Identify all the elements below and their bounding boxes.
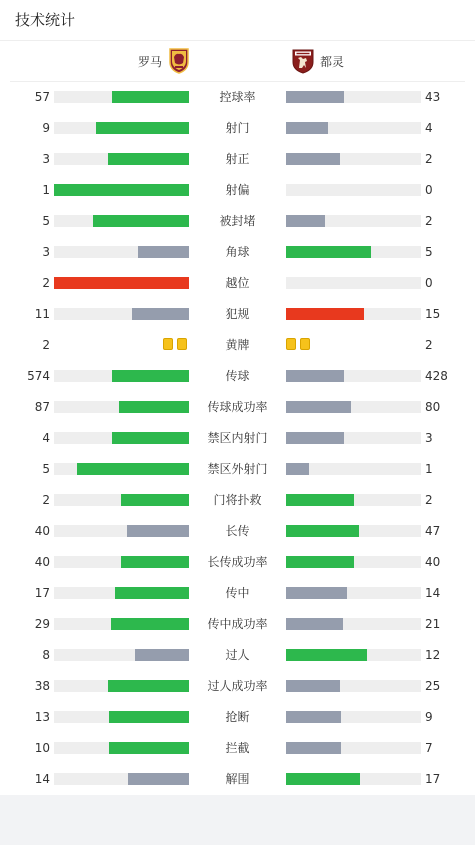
home-stat-bar — [121, 494, 189, 506]
away-stat-bar — [286, 215, 325, 227]
away-stat-value: 7 — [425, 741, 433, 755]
stat-row[interactable] — [0, 485, 475, 516]
stat-label: 传球成功率 — [207, 400, 268, 414]
home-team-name: 罗马 — [138, 54, 163, 69]
home-stat-bar-track — [54, 153, 189, 165]
home-stat-bar-track — [54, 742, 189, 754]
away-stat-bar-track — [286, 587, 421, 599]
home-stat-value: 40 — [34, 555, 50, 569]
home-stat-value: 574 — [27, 369, 50, 383]
away-stat-bar-track — [286, 184, 421, 196]
stat-label: 控球率 — [219, 90, 256, 104]
stat-label: 长传成功率 — [207, 555, 268, 569]
stat-row[interactable] — [0, 609, 475, 640]
stat-row[interactable] — [0, 640, 475, 671]
home-stat-bar — [109, 742, 189, 754]
home-stat-bar — [108, 680, 189, 692]
home-yellow-cards — [163, 338, 191, 352]
away-stat-value: 0 — [425, 183, 433, 197]
away-stat-value: 14 — [425, 586, 441, 600]
away-stat-bar-track — [286, 494, 421, 506]
away-stat-bar-track — [286, 153, 421, 165]
home-stat-bar — [112, 91, 189, 103]
home-stat-bar-track — [54, 463, 189, 475]
stat-row[interactable] — [0, 702, 475, 733]
home-stat-bar-track — [54, 587, 189, 599]
stat-label: 长传 — [225, 524, 250, 538]
home-stat-value: 3 — [42, 245, 50, 259]
away-stat-bar — [286, 91, 344, 103]
home-stat-bar — [109, 711, 189, 723]
stat-label: 抢断 — [225, 710, 250, 724]
away-stat-value: 12 — [425, 648, 441, 662]
stat-label: 犯规 — [225, 307, 250, 321]
home-stat-value: 2 — [42, 493, 50, 507]
away-stat-bar-track — [286, 773, 421, 785]
stat-row[interactable] — [0, 454, 475, 485]
home-stat-bar — [127, 525, 189, 537]
stat-row[interactable] — [0, 82, 475, 113]
home-stat-bar-track — [54, 649, 189, 661]
stat-row[interactable] — [0, 733, 475, 764]
title-divider — [0, 40, 475, 41]
away-stat-value: 2 — [425, 152, 433, 166]
away-stat-bar-track — [286, 618, 421, 630]
away-stat-value: 21 — [425, 617, 441, 631]
home-stat-value: 11 — [34, 307, 50, 321]
stat-label: 传中成功率 — [207, 617, 268, 631]
stat-row[interactable] — [0, 671, 475, 702]
away-stat-bar-track — [286, 742, 421, 754]
home-stat-value: 29 — [34, 617, 50, 631]
home-stat-value: 3 — [42, 152, 50, 166]
as-roma-crest-icon — [169, 48, 189, 74]
home-stat-value: 14 — [34, 772, 50, 786]
stat-row[interactable] — [0, 206, 475, 237]
yellow-card-icon — [286, 338, 296, 350]
away-stat-value: 5 — [425, 245, 433, 259]
home-stat-bar — [128, 773, 189, 785]
home-stat-value: 8 — [42, 648, 50, 662]
away-stat-bar-track — [286, 122, 421, 134]
home-stat-bar — [54, 277, 189, 289]
away-stat-value: 17 — [425, 772, 441, 786]
away-stat-bar-track — [286, 556, 421, 568]
away-stat-value: 15 — [425, 307, 441, 321]
away-stat-value: 2 — [425, 214, 433, 228]
stat-row[interactable] — [0, 299, 475, 330]
away-stat-value: 428 — [425, 369, 448, 383]
stat-label: 角球 — [225, 245, 250, 259]
away-stat-bar-track — [286, 277, 421, 289]
home-stat-bar — [135, 649, 189, 661]
away-stat-bar — [286, 153, 340, 165]
away-stat-bar — [286, 370, 344, 382]
stat-label: 过人成功率 — [207, 679, 268, 693]
stat-row[interactable] — [0, 423, 475, 454]
away-stat-bar — [286, 432, 344, 444]
stat-label: 拦截 — [225, 741, 250, 755]
home-stat-bar — [96, 122, 189, 134]
stat-label: 禁区外射门 — [207, 462, 268, 476]
stat-label: 越位 — [225, 276, 250, 290]
home-stat-bar-track — [54, 494, 189, 506]
home-stat-bar — [112, 432, 189, 444]
away-stat-bar-track — [286, 215, 421, 227]
stat-label: 被封堵 — [219, 214, 256, 228]
home-stat-value: 13 — [34, 710, 50, 724]
away-stat-bar-track — [286, 246, 421, 258]
away-team-name: 都灵 — [320, 54, 345, 69]
home-stat-bar — [112, 370, 189, 382]
away-stat-bar — [286, 649, 367, 661]
yellow-card-icon — [177, 338, 187, 350]
stat-row[interactable] — [0, 237, 475, 268]
away-stat-bar-track — [286, 463, 421, 475]
away-stat-bar — [286, 556, 354, 568]
stats-list — [0, 82, 475, 795]
away-stat-bar — [286, 525, 359, 537]
home-stat-bar-track — [54, 680, 189, 692]
away-stat-value: 43 — [425, 90, 441, 104]
home-stat-bar — [77, 463, 189, 475]
away-stat-bar — [286, 401, 351, 413]
away-stat-value: 0 — [425, 276, 433, 290]
away-stat-bar — [286, 494, 354, 506]
stat-row[interactable] — [0, 144, 475, 175]
home-stat-value: 2 — [42, 338, 50, 352]
stat-row[interactable] — [0, 330, 475, 361]
away-stat-bar — [286, 122, 328, 134]
stat-row[interactable] — [0, 113, 475, 144]
away-stat-value: 4 — [425, 121, 433, 135]
stat-row[interactable] — [0, 547, 475, 578]
stat-label: 解围 — [225, 772, 250, 786]
stat-label: 射正 — [225, 152, 250, 166]
away-stat-value: 9 — [425, 710, 433, 724]
yellow-card-icon — [163, 338, 173, 350]
torino-crest-icon — [292, 48, 314, 74]
home-stat-bar-track — [54, 122, 189, 134]
away-stat-value: 2 — [425, 338, 433, 352]
away-stat-bar-track — [286, 680, 421, 692]
home-stat-bar-track — [54, 401, 189, 413]
home-stat-bar-track — [54, 370, 189, 382]
home-stat-bar — [108, 153, 189, 165]
stat-row[interactable] — [0, 175, 475, 206]
home-stat-bar — [138, 246, 189, 258]
home-stat-value: 87 — [34, 400, 50, 414]
home-stat-bar-track — [54, 308, 189, 320]
away-stat-bar — [286, 246, 371, 258]
stat-row[interactable] — [0, 392, 475, 423]
away-stat-bar — [286, 587, 347, 599]
stat-label: 传中 — [225, 586, 250, 600]
home-stat-bar-track — [54, 773, 189, 785]
stat-row[interactable] — [0, 578, 475, 609]
home-team[interactable] — [138, 48, 189, 74]
home-stat-value: 1 — [42, 183, 50, 197]
home-stat-bar — [54, 184, 189, 196]
stat-label: 射门 — [225, 121, 250, 135]
home-stat-value: 57 — [34, 90, 50, 104]
stat-label: 过人 — [225, 648, 250, 662]
home-stat-bar-track — [54, 556, 189, 568]
home-stat-value: 4 — [42, 431, 50, 445]
home-stat-bar — [119, 401, 189, 413]
away-stat-bar — [286, 618, 343, 630]
home-stat-value: 2 — [42, 276, 50, 290]
home-stat-value: 5 — [42, 214, 50, 228]
home-stat-value: 10 — [34, 741, 50, 755]
home-stat-bar-track — [54, 91, 189, 103]
home-stat-bar — [132, 308, 189, 320]
home-stat-bar — [115, 587, 189, 599]
home-stat-value: 38 — [34, 679, 50, 693]
stat-label: 门将扑救 — [213, 493, 262, 507]
away-stat-bar — [286, 711, 341, 723]
away-stat-value: 80 — [425, 400, 441, 414]
away-stat-bar-track — [286, 370, 421, 382]
away-team[interactable] — [292, 48, 344, 74]
home-stat-bar-track — [54, 711, 189, 723]
stat-label: 黄牌 — [225, 338, 250, 352]
home-stat-value: 9 — [42, 121, 50, 135]
home-stat-bar-track — [54, 277, 189, 289]
away-stat-bar — [286, 463, 309, 475]
home-stat-bar-track — [54, 184, 189, 196]
away-yellow-cards — [286, 338, 314, 352]
away-stat-bar — [286, 742, 341, 754]
home-stat-bar — [111, 618, 189, 630]
home-stat-bar — [121, 556, 189, 568]
away-stat-bar-track — [286, 91, 421, 103]
home-stat-bar — [93, 215, 189, 227]
home-stat-bar-track — [54, 246, 189, 258]
stat-label: 射偏 — [225, 183, 250, 197]
away-stat-value: 3 — [425, 431, 433, 445]
away-stat-bar — [286, 308, 364, 320]
stat-row[interactable] — [0, 268, 475, 299]
home-stat-bar-track — [54, 525, 189, 537]
away-stat-value: 2 — [425, 493, 433, 507]
away-stat-value: 40 — [425, 555, 441, 569]
stat-row[interactable] — [0, 516, 475, 547]
away-stat-value: 25 — [425, 679, 441, 693]
home-stat-bar-track — [54, 215, 189, 227]
away-stat-bar — [286, 680, 340, 692]
home-stat-value: 40 — [34, 524, 50, 538]
away-stat-bar-track — [286, 525, 421, 537]
home-stat-value: 5 — [42, 462, 50, 476]
stat-label: 传球 — [225, 369, 250, 383]
page-title: 技术统计 — [15, 11, 76, 29]
away-stat-bar-track — [286, 649, 421, 661]
away-stat-bar-track — [286, 711, 421, 723]
stat-row[interactable] — [0, 764, 475, 795]
stat-row[interactable] — [0, 361, 475, 392]
away-stat-bar — [286, 773, 360, 785]
away-stat-bar-track — [286, 401, 421, 413]
away-stat-value: 47 — [425, 524, 441, 538]
yellow-card-icon — [300, 338, 310, 350]
stat-label: 禁区内射门 — [207, 431, 268, 445]
away-stat-value: 1 — [425, 462, 433, 476]
home-stat-bar-track — [54, 432, 189, 444]
away-stat-bar-track — [286, 308, 421, 320]
home-stat-bar-track — [54, 618, 189, 630]
home-stat-value: 17 — [34, 586, 50, 600]
away-stat-bar-track — [286, 432, 421, 444]
